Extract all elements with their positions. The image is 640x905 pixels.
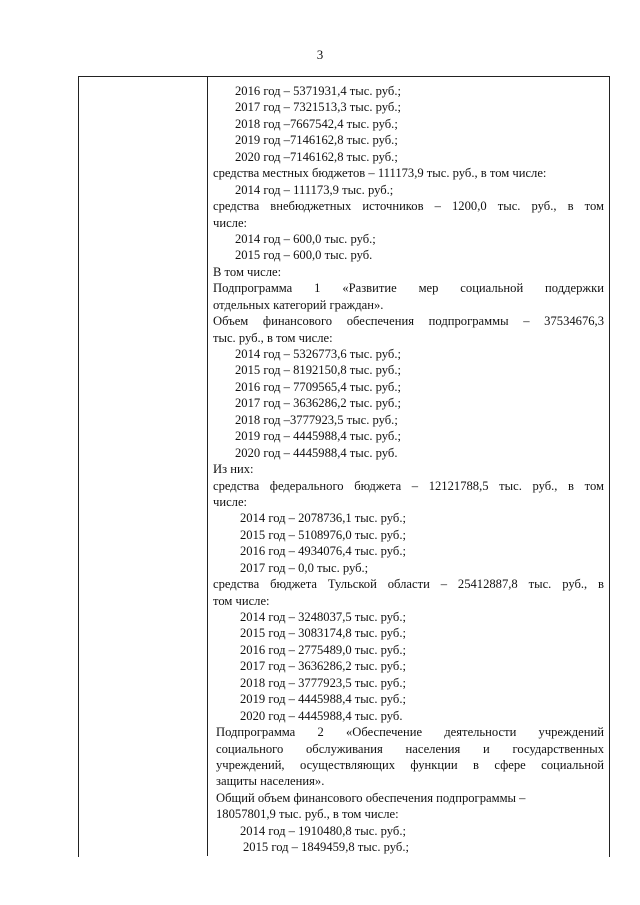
text-line: 2019 год – 4445988,4 тыс. руб.; bbox=[240, 692, 406, 707]
text-line: 2018 год –7667542,4 тыс. руб.; bbox=[235, 116, 398, 131]
text-line: 2017 год – 7321513,3 тыс. руб.; bbox=[235, 100, 401, 115]
text-line: 2016 год – 2775489,0 тыс. руб.; bbox=[240, 642, 406, 657]
text-line: 2014 год – 600,0 тыс. руб.; bbox=[235, 231, 376, 246]
text-line: 2016 год – 4934076,4 тыс. руб.; bbox=[240, 544, 406, 559]
text-line: числе: bbox=[213, 215, 248, 230]
funding-text bbox=[213, 83, 604, 856]
text-line: 2016 год – 7709565,4 тыс. руб.; bbox=[235, 379, 401, 394]
text-line: 2018 год – 3777923,5 тыс. руб.; bbox=[240, 675, 406, 690]
text-line: Подпрограмма 1 «Развитие мер социальной поддержки bbox=[213, 281, 604, 296]
text-line: социального обслуживания населения и государственных bbox=[216, 741, 604, 756]
text-line: Подпрограмма 2 «Обеспечение деятельности учреждений bbox=[216, 725, 604, 740]
text-line: 2015 год – 8192150,8 тыс. руб.; bbox=[235, 363, 401, 378]
text-line: 18057801,9 тыс. руб., в том числе: bbox=[216, 807, 399, 822]
text-line: 2020 год – 4445988,4 тыс. руб. bbox=[240, 708, 403, 723]
text-line: том числе: bbox=[213, 593, 270, 608]
column-divider bbox=[207, 76, 208, 856]
text-line: средства внебюджетных источников – 1200,0 тыс. руб., в том bbox=[213, 199, 604, 214]
text-line: средства местных бюджетов – 111173,9 тыс. руб., в том числе: bbox=[213, 166, 547, 181]
text-line: Объем финансового обеспечения подпрограммы – 37534676,3 bbox=[213, 314, 604, 329]
text-line: защиты населения». bbox=[216, 774, 325, 789]
text-line: 2014 год – 1910480,8 тыс. руб.; bbox=[240, 823, 406, 838]
text-line: 2015 год – 5108976,0 тыс. руб.; bbox=[240, 527, 406, 542]
text-line: 2015 год – 3083174,8 тыс. руб.; bbox=[240, 626, 406, 641]
text-line: 2014 год – 2078736,1 тыс. руб.; bbox=[240, 511, 406, 526]
text-line: Общий объем финансового обеспечения подпрограммы – bbox=[216, 790, 526, 805]
text-line: учреждений, осуществляющих функции в сфере социальной bbox=[216, 757, 604, 772]
text-line: 2019 год – 4445988,4 тыс. руб.; bbox=[235, 429, 401, 444]
text-line: 2015 год – 600,0 тыс. руб. bbox=[235, 248, 373, 263]
page-number: 3 bbox=[316, 47, 324, 62]
text-line: 2015 год – 1849459,8 тыс. руб.; bbox=[243, 840, 409, 855]
text-line: 2020 год – 4445988,4 тыс. руб. bbox=[235, 445, 398, 460]
text-line: 2017 год – 0,0 тыс. руб.; bbox=[240, 560, 369, 575]
text-line: 2020 год –7146162,8 тыс. руб.; bbox=[235, 149, 398, 164]
text-line: тыс. руб., в том числе: bbox=[213, 330, 333, 345]
text-line: 2016 год – 5371931,4 тыс. руб.; bbox=[235, 84, 401, 98]
text-line: В том числе: bbox=[213, 264, 282, 279]
text-line: 2018 год –3777923,5 тыс. руб.; bbox=[235, 412, 398, 427]
text-line: отдельных категорий граждан». bbox=[213, 297, 384, 312]
text-line: средства федерального бюджета – 12121788,5 тыс. руб., в том bbox=[213, 478, 604, 493]
text-line: числе: bbox=[213, 494, 248, 509]
text-line: 2019 год –7146162,8 тыс. руб.; bbox=[235, 133, 398, 148]
text-line: 2014 год – 5326773,6 тыс. руб.; bbox=[235, 347, 401, 361]
text-line: 2017 год – 3636286,2 тыс. руб.; bbox=[235, 396, 401, 411]
text-line: 2014 год – 111173,9 тыс. руб.; bbox=[235, 182, 394, 197]
text-line: средства бюджета Тульской области – 25412887,8 тыс. руб., в bbox=[213, 577, 604, 592]
text-line: 2017 год – 3636286,2 тыс. руб.; bbox=[240, 659, 406, 674]
text-line: Из них: bbox=[213, 462, 254, 477]
text-line: 2014 год – 3248037,5 тыс. руб.; bbox=[240, 610, 406, 624]
